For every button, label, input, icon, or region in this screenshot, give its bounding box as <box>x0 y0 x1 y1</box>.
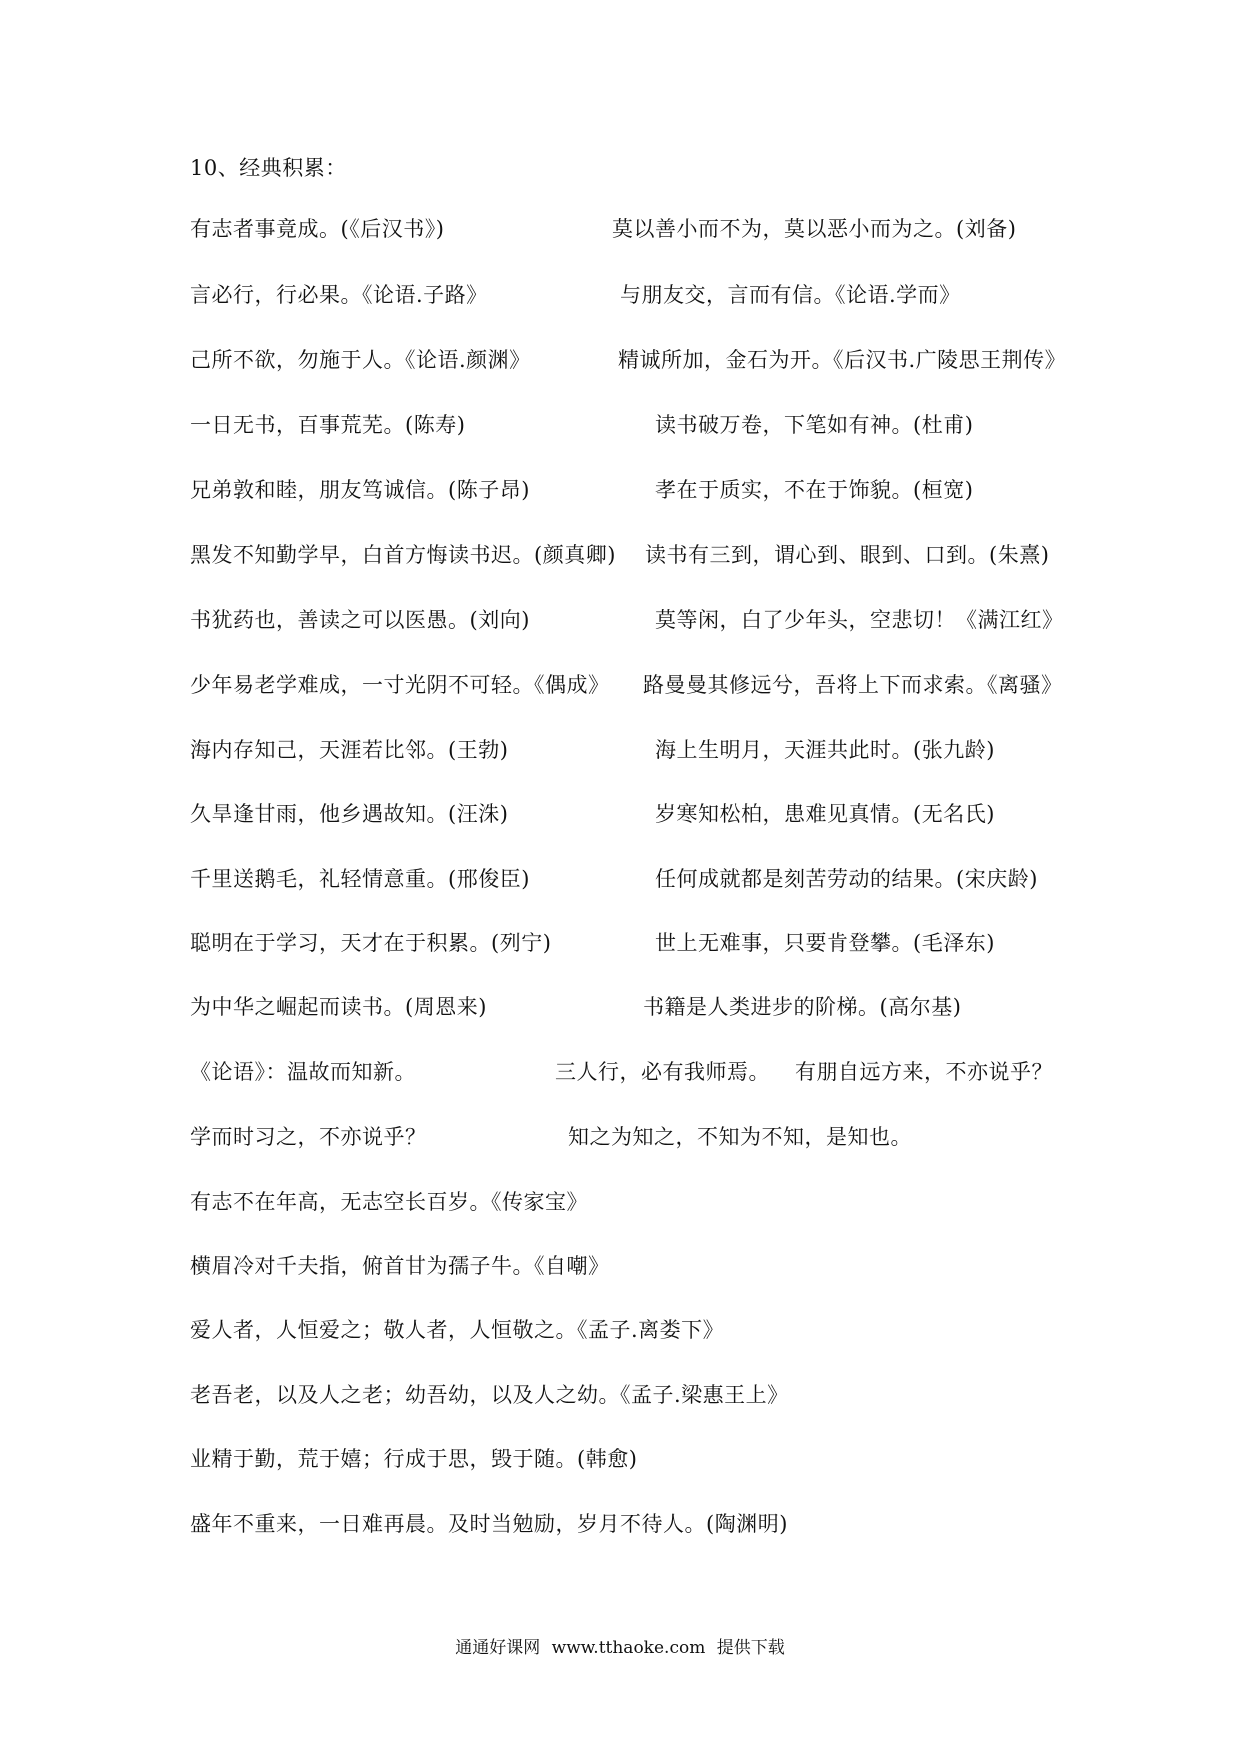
quote-single: 爱人者，人恒爱之；敬人者，人恒敬之。《孟子.离娄下》 <box>190 1318 725 1342</box>
quote-right: 孝在于质实，不在于饰貌。(桓宽) <box>655 478 974 502</box>
quote-left: 为中华之崛起而读书。(周恩来) <box>190 995 487 1019</box>
quote-right: 与朋友交，言而有信。《论语.学而》 <box>620 283 961 307</box>
quote-analects-middle: 三人行，必有我师焉。 <box>555 1060 770 1084</box>
quote-single: 有志不在年高，无志空长百岁。《传家宝》 <box>190 1190 588 1214</box>
quote-single: 业精于勤，荒于嬉；行成于思，毁于随。(韩愈) <box>190 1447 638 1471</box>
section-heading: 10、经典积累： <box>190 156 347 180</box>
footer-site-name: 通通好课网 <box>455 1638 541 1658</box>
quote-right: 书籍是人类进步的阶梯。(高尔基) <box>643 995 962 1019</box>
quote-analects-right: 有朋自远方来，不亦说乎？ <box>795 1060 1053 1084</box>
quote-right: 世上无难事，只要肯登攀。(毛泽东) <box>655 931 995 955</box>
quote-right: 精诚所加，金石为开。《后汉书.广陵思王荆传》 <box>618 348 1067 372</box>
quote-right: 岁寒知松柏，患难见真情。(无名氏) <box>655 802 995 826</box>
quote-single: 老吾老，以及人之老；幼吾幼，以及人之幼。《孟子.梁惠王上》 <box>190 1383 789 1407</box>
footer-note: 提供下载 <box>716 1638 785 1658</box>
quote-right: 海上生明月，天涯共此时。(张九龄) <box>655 738 995 762</box>
footer-url-link[interactable]: www.tthaoke.com <box>551 1638 706 1658</box>
quote-right: 莫以善小而不为，莫以恶小而为之。(刘备) <box>612 217 1017 241</box>
quote-left: 己所不欲，勿施于人。《论语.颜渊》 <box>190 348 531 372</box>
quote-left: 黑发不知勤学早，白首方悔读书迟。(颜真卿) <box>190 543 616 567</box>
quote-left: 一日无书，百事荒芜。(陈寿) <box>190 413 466 437</box>
quote-left: 学而时习之，不亦说乎？ <box>190 1125 427 1149</box>
quote-left: 少年易老学难成，一寸光阴不可轻。《偶成》 <box>190 673 610 697</box>
quote-left: 有志者事竟成。(《后汉书》) <box>190 217 445 241</box>
quote-left: 久旱逢甘雨，他乡遇故知。(汪洙) <box>190 802 509 826</box>
quote-single: 盛年不重来，一日难再晨。及时当勉励，岁月不待人。(陶渊明) <box>190 1512 788 1536</box>
quote-right: 读书有三到，谓心到、眼到、口到。(朱熹) <box>645 543 1050 567</box>
quote-single: 横眉冷对千夫指，俯首甘为孺子牛。《自嘲》 <box>190 1254 610 1278</box>
quote-right: 任何成就都是刻苦劳动的结果。(宋庆龄) <box>655 867 1038 891</box>
quote-right: 知之为知之，不知为不知，是知也。 <box>568 1125 912 1149</box>
quote-left: 海内存知己，天涯若比邻。(王勃) <box>190 738 509 762</box>
quote-right: 读书破万卷，下笔如有神。(杜甫) <box>655 413 974 437</box>
quote-left: 兄弟敦和睦，朋友笃诚信。(陈子昂) <box>190 478 530 502</box>
page-footer <box>0 1633 1240 1658</box>
quote-left: 言必行，行必果。《论语.子路》 <box>190 283 488 307</box>
quote-right: 莫等闲，白了少年头，空悲切！《满江红》 <box>655 608 1064 632</box>
quote-left: 书犹药也，善读之可以医愚。(刘向) <box>190 608 530 632</box>
quote-left: 聪明在于学习，天才在于积累。(列宁) <box>190 931 552 955</box>
quote-right: 路曼曼其修远兮，吾将上下而求索。《离骚》 <box>643 673 1063 697</box>
quote-analects-intro: 《论语》：温故而知新。 <box>190 1060 416 1084</box>
quote-left: 千里送鹅毛，礼轻情意重。(邢俊臣) <box>190 867 530 891</box>
